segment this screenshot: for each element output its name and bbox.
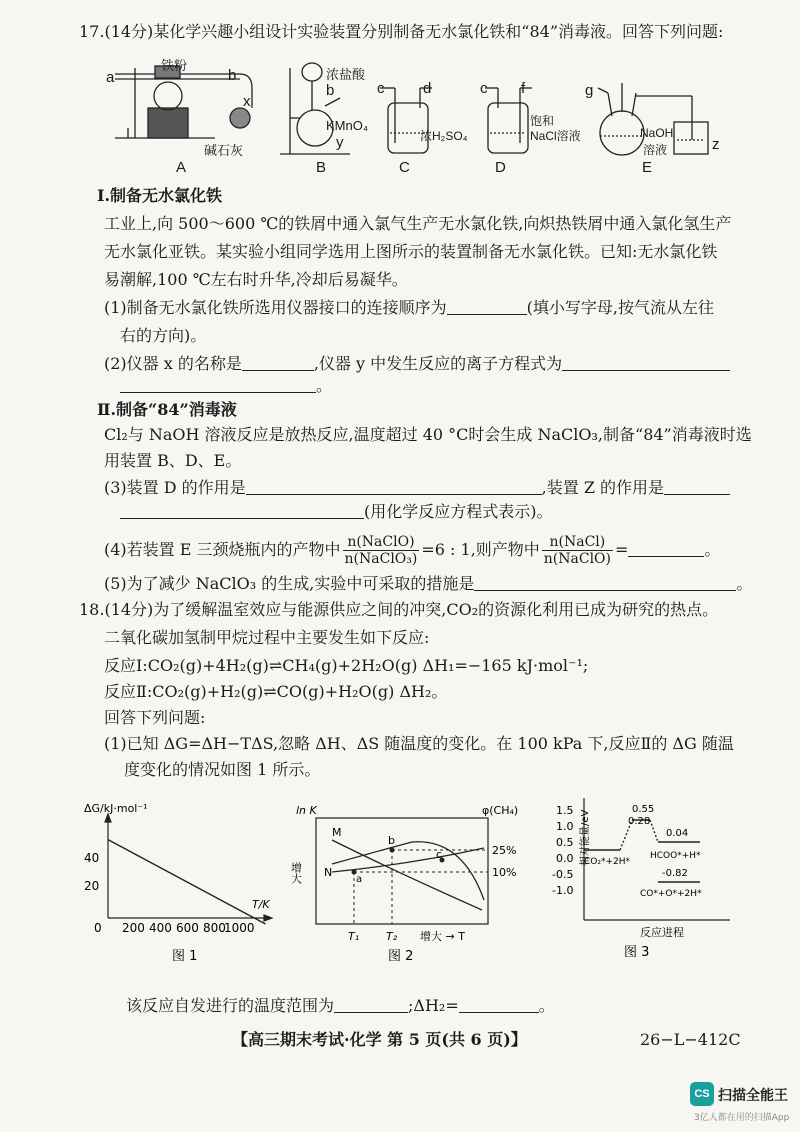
q18-1-text-e: 。 [538,996,555,1015]
apparatus-D-letter: D [495,159,506,176]
q17-4-text-d: 。 [704,540,721,559]
sat-nacl-label-1: 饱和 [530,114,555,128]
part1-title: Ⅰ.制备无水氯化铁 [97,186,223,205]
fig2-right-tick-10: 10% [492,866,517,879]
fig3-caption: 图 3 [624,945,650,960]
port-d-label: d [423,80,432,97]
q17-1-text-a: (1)制备无水氯化铁所选用仪器接口的连接顺序为 [104,298,447,317]
port-b-label-A: b [228,67,237,84]
q17-3-text-b: ,装置 Z 的作用是 [541,478,665,497]
fig1-xtick-800: 800 [203,921,226,935]
fig3-ytick--0.5: -0.5 [552,868,574,881]
fig1-x-arrow [264,915,272,921]
q17-5-line [104,574,752,594]
iron-powder-label: 铁粉 [161,58,188,73]
fig3-species-co: CO*+O*+2H* [640,889,702,899]
apparatus-E-letter: E [642,159,653,176]
port-g-label: g [585,82,594,99]
fig2-label-a: a [356,874,363,885]
fig2-label-N: N [324,866,333,879]
conc-hcl-label: 浓盐酸 [326,67,366,82]
frac2-numerator: n(NaCl) [542,534,613,551]
fig2-caption: 图 2 [388,949,414,964]
fig1-y-arrow [105,814,111,822]
q17-2-answer-blank-3[interactable] [120,376,316,393]
q18-1-answer-blank-1[interactable] [334,996,408,1013]
q17-3-answer-blank-1[interactable] [246,478,542,495]
q17-4-text-a: (4)若装置 E 三颈烧瓶内的产物中 [104,540,341,559]
q17-3-text-a: (3)装置 D 的作用是 [104,478,246,497]
figure-1-chart [74,800,274,970]
q17-5-answer-blank[interactable] [474,574,736,591]
q17-3-line2 [120,502,553,522]
q17-2-line2 [120,376,332,396]
q18-1-text-c: 该反应自发进行的温度范围为 [126,996,335,1015]
apparatus-B-letter: B [316,159,327,176]
q18-1-text-a: (1)已知 ΔG=ΔH−TΔS,忽略 ΔH、ΔS 随温度的变化。在 100 kPa 下,反应Ⅱ的 ΔG 随温 [104,734,734,753]
sat-nacl-label-2: NaCl溶液 [530,129,581,143]
fig3-value-028: 0.28 [628,816,651,827]
q17-3-answer-blank-2[interactable] [664,478,730,495]
fig2-xtick-T2: T₂ [386,930,398,943]
q17-1-answer-blank[interactable] [447,298,527,315]
q17-5-text-b: 。 [736,574,753,593]
q17-4-fraction-1 [343,534,420,567]
part1-p3: 易潮解,100 ℃左右时升华,冷却后易凝华。 [104,270,408,289]
fig3-ylabel: 相对能量/eV [580,809,591,866]
q17-2-line [104,354,730,374]
apparatus-C-letter: C [399,159,410,176]
port-a-label: a [106,69,115,86]
scanner-logo-icon: CS [690,1082,714,1106]
part2-title: Ⅱ.制备“84”消毒液 [97,400,237,419]
apparatus-A-letter: A [176,159,187,176]
part1-p1: 工业上,向 500～600 ℃的铁屑中通入氯气生产无水氯化铁,向炽热铁屑中通入氯化氢生产 [104,214,732,233]
q17-4-answer-blank[interactable] [628,540,704,557]
naoh-label-2: 溶液 [643,143,668,157]
q18-1-answer-line [126,996,555,1016]
q17-3-text-c: (用化学反应方程式表示)。 [364,502,553,521]
fig2-label-M: M [332,826,342,839]
q17-1-text-c: 右的方向)。 [120,326,207,345]
fig1-xlabel: T/K [252,898,270,911]
q17-2-text-b: ,仪器 y 中发生反应的离子方程式为 [313,354,563,373]
q17-header: 17.(14分)某化学兴趣小组设计实验装置分别制备无水氯化铁和“84”消毒液。回答下列问题: [79,22,724,41]
port-c-label-D: c [480,80,488,97]
fig1-ytick-40: 40 [84,851,100,865]
fig2-right-tick-25: 25% [492,844,517,857]
q17-4-fraction-2 [542,534,613,567]
q18-1-answer-blank-2[interactable] [459,996,539,1013]
y-label: y [336,134,344,151]
part2-p1: Cl₂与 NaOH 溶液反应是放热反应,温度超过 40 °C时会生成 NaClO₃,制备“84”消毒液时选 [104,425,752,444]
q17-2-answer-blank-1[interactable] [242,354,314,371]
fig3-value-055: 0.55 [632,804,655,815]
fig1-caption: 图 1 [172,949,198,964]
q17-4-line [104,532,720,568]
fig3-ytick-0.5: 0.5 [556,836,574,849]
fig3-ytick-0.0: 0.0 [556,852,574,865]
scanner-tagline: 3亿人都在用的扫描App [694,1113,790,1123]
q17-3-line [104,478,730,498]
fig3-ts-down [650,820,658,842]
fig1-ylabel: ΔG/kJ·mol⁻¹ [84,802,148,815]
fig1-xtick-1000: 1000 [224,921,255,935]
fig3-value-004: 0.04 [666,828,689,839]
fig1-xtick-200: 200 [122,921,145,935]
exam-code: 26−L−412C [640,1030,741,1049]
fig3-ytick-1.0: 1.0 [556,820,574,833]
fig1-ytick-0: 0 [94,921,102,935]
port-c-label-C: c [377,80,385,97]
soda-lime-label: 碱石灰 [204,143,244,158]
fig1-xtick-400: 400 [149,921,172,935]
fig2-ylabel-left: ln K [296,804,317,817]
part1-p2: 无水氯化亚铁。某实验小组同学选用上图所示的装置制备无水氯化铁。已知:无水氯化铁 [104,242,718,261]
x-label: x [243,93,251,110]
fig2-label-c: c [436,848,443,861]
fig3-species-hcoo: HCOO*+H* [650,851,701,861]
kmno4-label: KMnO₄ [326,118,369,133]
port-f-label: f [521,80,526,97]
q18-1-text-d: ;ΔH₂= [408,996,459,1015]
q18-p1: 二氧化碳加氢制甲烷过程中主要发生如下反应: [104,628,430,647]
fig2-label-b: b [388,834,395,847]
fig2-xtick-T1: T₁ [348,930,360,943]
fig1-xtick-600: 600 [176,921,199,935]
frac2-denominator: n(NaClO) [543,551,611,567]
fig2-xaxis-dir: 增大 → T [420,930,465,943]
q17-4-text-b: =6 : 1,则产物中 [421,540,540,559]
fig3-xlabel: 反应进程 [640,926,684,939]
fig3-value--082: -0.82 [662,868,688,879]
q18-reaction-2: 反应Ⅱ:CO₂(g)+H₂(g)⇌CO(g)+H₂O(g) ΔH₂。 [104,682,448,701]
figure-3-chart [540,790,740,960]
q17-4-text-c: = [615,540,629,559]
fig3-ytick--1.0: -1.0 [552,884,574,897]
q17-2-text-a: (2)仪器 x 的名称是 [104,354,242,373]
q17-2-text-c: 。 [316,376,333,395]
figure-2-chart [289,800,532,970]
q17-1-text-b: (填小写字母,按气流从左往 [526,298,715,317]
fig3-species-co2: CO₂*+2H* [584,857,631,867]
fig1-series-line [108,840,265,924]
scanner-app-name: 扫描全能王 [718,1088,788,1104]
q18-p2: 回答下列问题: [104,708,206,727]
q18-header: 18.(14分)为了缓解温室效应与能源供应之间的冲突,CO₂的资源化利用已成为研究的热点。 [79,600,719,619]
page-footer: 【高三期末考试·化学 第 5 页(共 6 页)】 [232,1030,527,1049]
q17-5-text-a: (5)为了减少 NaClO₃ 的生成,实验中可采取的措施是 [104,574,475,593]
fig2-yaxis-dir: 增大 [289,862,303,884]
naoh-label-1: NaOH [640,126,674,140]
part2-p2: 用装置 B、D、E。 [104,451,242,470]
port-b-label-B: b [326,82,335,99]
q17-3-answer-blank-3[interactable] [120,502,364,519]
q17-1-line [104,298,714,318]
conc-h2so4-label: 浓H₂SO₄ [420,129,468,143]
fig1-ytick-20: 20 [84,879,100,893]
q18-1-text-b: 度变化的情况如图 1 所示。 [124,760,321,779]
fig3-ytick-1.5: 1.5 [556,804,574,817]
fig2-ylabel-right: φ(CH₄) [482,804,519,817]
z-label: z [712,136,720,153]
frac1-denominator: n(NaClO₃) [344,551,418,567]
fig2-point-b [390,848,395,853]
q17-2-answer-blank-2[interactable] [562,354,730,371]
q18-reaction-1: 反应Ⅰ:CO₂(g)+4H₂(g)⇌CH₄(g)+2H₂O(g) ΔH₁=−165 kJ·mol⁻¹; [104,656,589,675]
frac1-numerator: n(NaClO) [343,534,420,551]
